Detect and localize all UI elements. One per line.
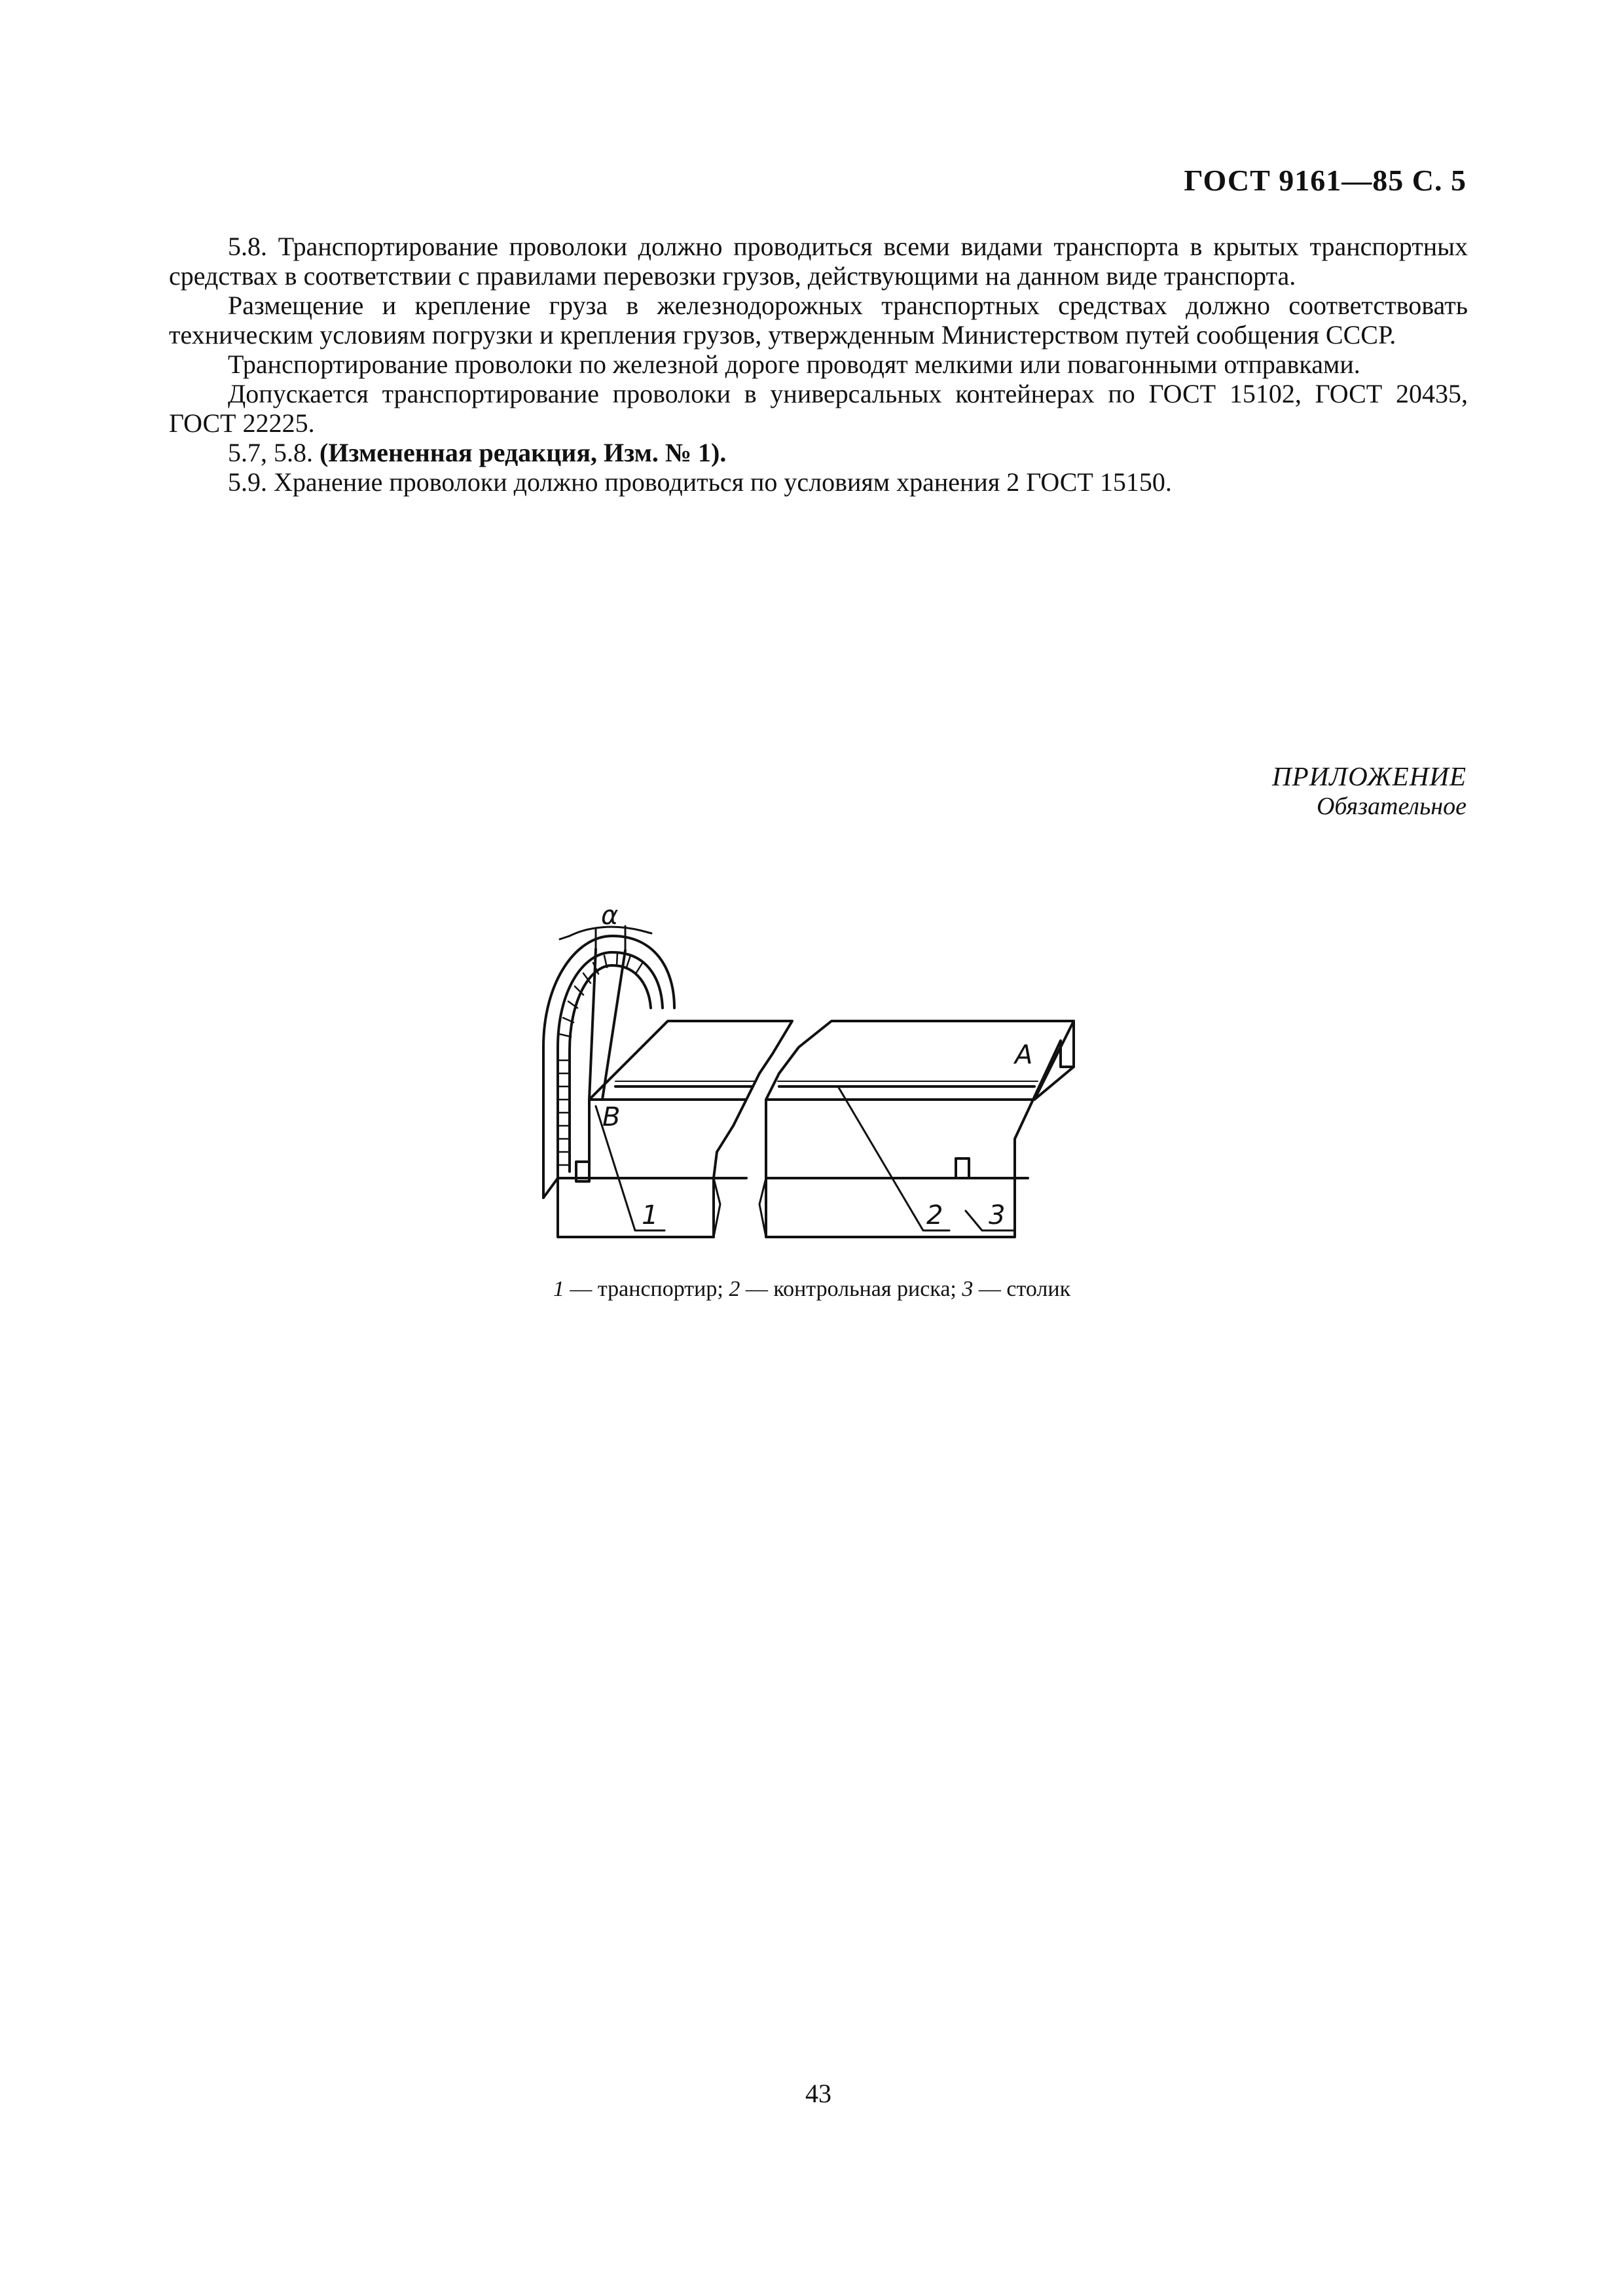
amendment-bold-text: (Измененная редакция, Изм. № 1). — [319, 438, 727, 467]
appendix-heading — [1113, 761, 1467, 821]
appendix-title: ПРИЛОЖЕНИЕ — [1272, 761, 1467, 791]
right-table-front — [766, 1100, 1028, 1178]
caption-num-2: 2 — [729, 1277, 740, 1301]
right-clamp — [956, 1158, 969, 1178]
standard-reference: ГОСТ 9161—85 С. 5 — [1184, 164, 1467, 197]
protractor-radius-left — [589, 949, 596, 1100]
callout-2: 2 — [926, 1200, 943, 1230]
protractor-scale-arc — [570, 965, 651, 1172]
paragraph-containers: Допускается транспортирование проволоки в универсальных контейнерах по ГОСТ 15102, ГОСТ 20435, ГОСТ 22225. — [169, 379, 1468, 438]
right-table-body — [766, 1178, 930, 1237]
left-table-body — [558, 1178, 714, 1237]
caption-num-1: 1 — [553, 1277, 564, 1301]
paragraph-5-9: 5.9. Хранение проволоки должно проводиться по условиям хранения 2 ГОСТ 15150. — [228, 467, 1172, 497]
protractor-radius-right — [602, 950, 625, 1100]
page-header — [982, 162, 1467, 199]
caption-text-3: — столик — [973, 1277, 1071, 1301]
page-number: 43 — [805, 2079, 831, 2108]
amendment-note — [169, 438, 1468, 467]
appendix-subtitle: Обязательное — [1316, 793, 1467, 820]
alpha-label: α — [601, 901, 619, 931]
caption-text-1: — транспортир; — [564, 1277, 729, 1301]
paragraph-placement: Размещение и крепление груза в железнодорожных транспортных средствах должно соответствовать техническим условиям погрузки и крепления грузов, утвержденным Министерством путей сообщения СССР. — [169, 291, 1468, 350]
label-a: A — [1015, 1040, 1033, 1070]
section-5-text — [169, 232, 1468, 497]
caption-text-2: — контрольная риска; — [740, 1277, 962, 1301]
figure-caption — [327, 1276, 1296, 1302]
callout-3: 3 — [989, 1200, 1006, 1230]
protractor-table-figure — [498, 890, 1126, 1257]
caption-num-3: 3 — [962, 1277, 974, 1301]
label-b: B — [602, 1102, 621, 1132]
paragraph-railway: Транспортирование проволоки по железной дороге проводят мелкими или повагонными отправками. — [228, 350, 1360, 379]
amendment-prefix: 5.7, 5.8. — [228, 438, 319, 467]
figure-drawing — [498, 890, 1126, 1257]
paragraph-5-8: 5.8. Транспортирование проволоки должно проводиться всеми видами транспорта в крытых транспортных средствах в соответствии с правилами перевозки грузов, действующими на данном виде транспорта. — [169, 232, 1468, 291]
callout-1: 1 — [642, 1200, 659, 1230]
